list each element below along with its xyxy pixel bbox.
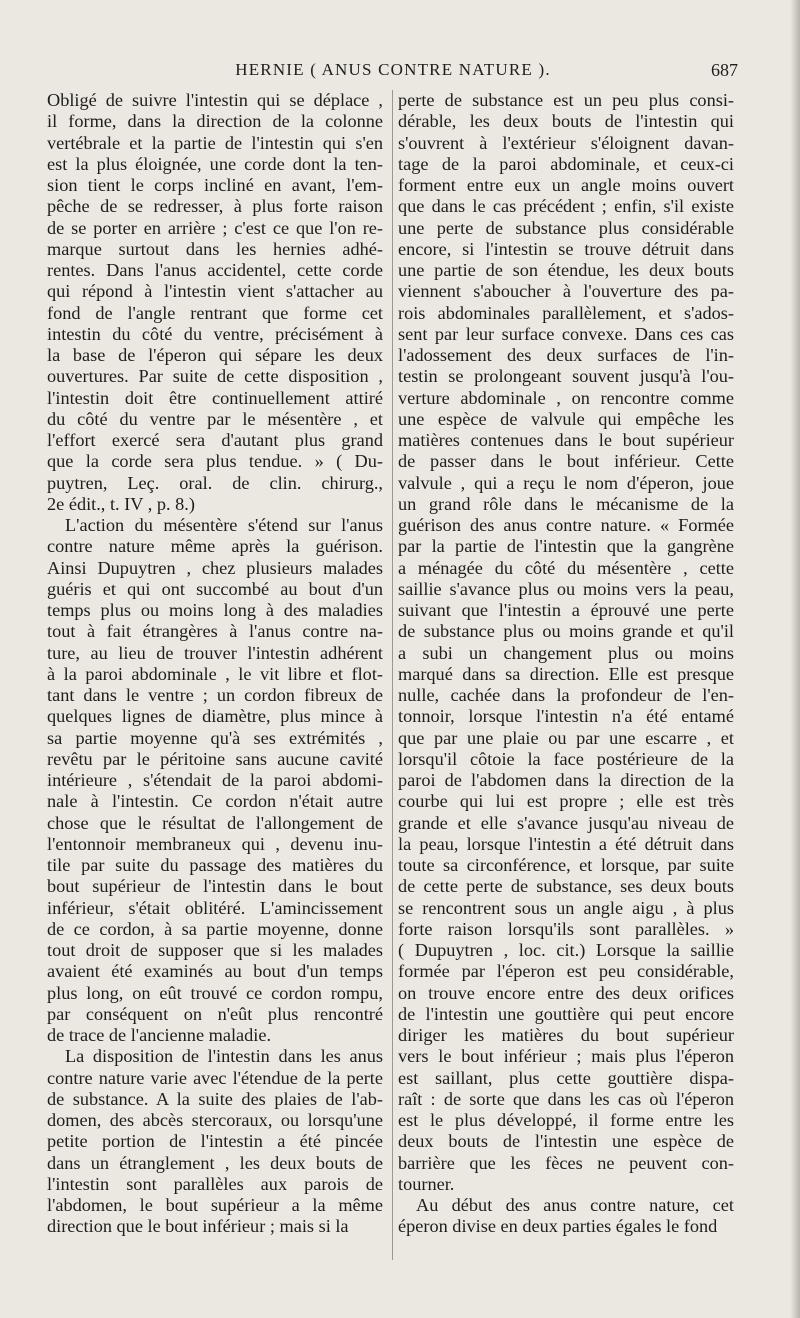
left-column-line: Ainsi Dupuytren , chez plusieurs malades: [47, 557, 383, 578]
right-column-line: forte raison lorsqu'ils sont parallèles. »: [398, 918, 734, 939]
page-edge-shadow: [790, 0, 800, 1318]
right-column-line: tourner.: [398, 1173, 455, 1194]
right-column-line: perte de substance est un peu plus consi-: [398, 90, 734, 110]
right-column-line: lorsqu'il côtoie la face postérieure de la: [398, 748, 734, 769]
right-column-line: tonnoir, lorsque l'intestin n'a été entamé: [398, 706, 734, 727]
left-column-line: sion tient le corps incliné en avant, l'em-: [47, 175, 383, 195]
column-divider: [392, 90, 393, 1260]
right-column-line: par la partie de l'intestin que la gangrène: [398, 536, 734, 557]
left-column-line: sa partie moyenne qu'à ses extrémités ,: [47, 727, 383, 748]
left-column-line: Obligé de suivre l'intestin qui se déplace ,: [47, 90, 383, 110]
right-column-line: barrière que les fèces ne peuvent con-: [398, 1152, 734, 1173]
left-column-line: la base de l'éperon qui sépare les deux: [47, 345, 383, 365]
right-column-line: s'ouvrent à l'extérieur s'éloignent davan-: [398, 132, 734, 153]
right-column-line: guérison des anus contre nature. « Formée: [398, 515, 734, 535]
right-column: [398, 90, 734, 1238]
left-column-line: puytren, Leç. oral. de clin. chirurg.,: [47, 472, 383, 493]
right-column-line: courbe qui lui est propre ; elle est très: [398, 791, 734, 812]
left-column-line: de ce cordon, à sa partie moyenne, donne: [47, 918, 383, 939]
left-column-line: quelques lignes de diamètre, plus mince à: [47, 706, 383, 727]
left-column-line: il forme, dans la direction de la colonne: [47, 111, 383, 132]
right-column-line: verture abdominale , on rencontre comme: [398, 387, 734, 408]
left-column-line: bout supérieur de l'intestin dans le bout: [47, 876, 383, 897]
right-column-line: de passer dans le bout inférieur. Cette: [398, 451, 734, 472]
right-column-line: sent par leur surface convexe. Dans ces cas: [398, 323, 734, 344]
page-number: 687: [711, 60, 738, 80]
right-column-line: tage de la paroi abdominale, et ceux-ci: [398, 153, 734, 174]
left-column-line: l'abdomen, le bout supérieur a la même: [47, 1195, 383, 1215]
left-column-line: marque surtout dans les hernies adhé-: [47, 238, 383, 259]
right-column-line: deux bouts de l'intestin une espèce de: [398, 1131, 734, 1152]
left-column-line: temps plus ou moins long à des maladies: [47, 600, 383, 620]
left-column-line: guéris et qui ont succombé au bout d'un: [47, 578, 383, 599]
right-column-line: testin se prolongeant souvent jusqu'à l'ou-: [398, 366, 734, 387]
left-column-line: est la plus éloignée, une corde dont la ten-: [47, 153, 383, 174]
right-column-line: nulle, cachée dans la profondeur de l'en-: [398, 685, 734, 705]
right-column-line: Au début des anus contre nature, cet: [416, 1195, 734, 1215]
right-column-line: rois abdominales parallèlement, et s'ados-: [398, 302, 734, 323]
left-column-line: ouvertures. Par suite de cette disposition ,: [47, 366, 383, 387]
right-column-line: encore, si l'intestin se trouve détruit dans: [398, 238, 734, 259]
left-column-line: rentes. Dans l'anus accidentel, cette corde: [47, 260, 383, 280]
left-column-line: plus long, on eût trouvé ce cordon rompu,: [47, 982, 383, 1003]
left-column-line: chose que le résultat de l'allongement de: [47, 812, 383, 833]
left-column-line: l'intestin sont parallèles aux parois de: [47, 1173, 383, 1194]
right-column-line: une partie de son étendue, les deux bouts: [398, 260, 734, 280]
left-column-line: de substance. A la suite des plaies de l'ab-: [47, 1088, 383, 1109]
right-column-line: que par une plaie ou par une escarre , et: [398, 727, 734, 748]
left-column-line: de trace de l'ancienne maladie.: [47, 1025, 272, 1045]
left-column-line: contre nature varie avec l'étendue de la perte: [47, 1067, 383, 1088]
left-column-line: fond de l'angle rentrant que forme cet: [47, 302, 383, 323]
right-column-line: grande et elle s'avance jusqu'au niveau de: [398, 812, 734, 833]
right-column-line: éperon divise en deux parties égales le fond: [398, 1216, 718, 1237]
right-column-line: formée par l'éperon est peu considérable,: [398, 961, 734, 982]
right-column-line: de cette perte de substance, ses deux bouts: [398, 876, 734, 897]
left-column-line: à la paroi abdominale , le vit libre et flot-: [47, 663, 383, 684]
right-column-line: toute sa circonférence, et lorsque, par suite: [398, 855, 734, 875]
right-column-line: paroi de l'abdomen dans la direction de la: [398, 770, 734, 790]
right-column-line: un grand rôle dans le mécanisme de la: [398, 493, 734, 514]
left-column-line: La disposition de l'intestin dans les anus: [65, 1046, 383, 1067]
left-column-line: par conséquent on n'eût plus rencontré: [47, 1003, 383, 1024]
right-column-line: ( Dupuytren , loc. cit.) Lorsque la saillie: [398, 940, 734, 960]
right-column-line: saillie s'avance plus ou moins vers la peau,: [398, 578, 734, 599]
right-column-line: on trouve encore entre des deux orifices: [398, 982, 734, 1003]
right-column-line: de l'intestin une gouttière qui peut encore: [398, 1003, 734, 1024]
left-column-line: l'intestin doit être continuellement attiré: [47, 387, 383, 408]
right-column-line: matières contenues dans le bout supérieur: [398, 430, 734, 450]
left-column-line: l'entonnoir membraneux qui , devenu inu-: [47, 833, 383, 854]
right-column-line: valvule , qui a reçu le nom d'éperon, joue: [398, 472, 734, 493]
right-column-line: a ménagée du côté du mésentère , cette: [398, 557, 734, 578]
left-column-line: du côté du ventre par le mésentère , et: [47, 408, 383, 429]
right-column-line: que dans le cas précédent ; enfin, s'il existe: [398, 196, 734, 217]
left-column-line: tile par suite du passage des matières du: [47, 855, 383, 875]
left-column-line: 2e édit., t. IV , p. 8.): [47, 493, 195, 514]
right-column-line: est le plus développé, il forme entre les: [398, 1110, 734, 1130]
right-column-line: de substance plus ou moins grande et qu'il: [398, 621, 734, 642]
right-column-line: l'adossement des deux surfaces de l'in-: [398, 345, 734, 365]
left-column-line: intestin du côté du ventre, précisément à: [47, 323, 383, 344]
left-column-line: pêche de se redresser, à plus forte raison: [47, 196, 383, 217]
left-column-line: intérieure , s'étendait de la paroi abdomi-: [47, 770, 383, 790]
left-column-line: petite portion de l'intestin a été pincée: [47, 1131, 383, 1152]
left-column-line: tout droit de supposer que si les malades: [47, 940, 383, 960]
left-column-line: contre nature même après la guérison.: [47, 536, 383, 557]
right-column-line: a subi un changement plus ou moins: [398, 642, 734, 663]
left-column: [47, 90, 383, 1238]
left-column-line: nale à l'intestin. Ce cordon n'était autre: [47, 791, 383, 812]
left-column-line: dans un étranglement , les deux bouts de: [47, 1152, 383, 1173]
left-column-line: qui répond à l'intestin vient s'attacher au: [47, 281, 383, 302]
running-title: HERNIE ( ANUS CONTRE NATURE ).: [235, 60, 551, 79]
right-column-line: une perte de substance plus considérable: [398, 217, 734, 238]
right-column-line: la peau, lorsque l'intestin a été détruit dans: [398, 833, 734, 854]
right-column-line: marqué dans sa direction. Elle est presque: [398, 663, 734, 684]
left-column-line: l'effort exercé sera d'autant plus grand: [47, 430, 383, 450]
right-column-line: se rencontrent sous un angle aigu , à plus: [398, 897, 734, 918]
left-column-line: que la corde sera plus tendue. » ( Du-: [47, 451, 383, 472]
left-column-line: vertébrale et la partie de l'intestin qui s'en: [47, 132, 383, 153]
right-column-line: suivant que l'intestin a éprouvé une perte: [398, 600, 734, 620]
left-column-line: ture, au lieu de trouver l'intestin adhérent: [47, 642, 383, 663]
left-column-line: domen, des abcès stercoraux, ou lorsqu'une: [47, 1110, 383, 1130]
left-column-line: avaient été examinés au bout d'un temps: [47, 961, 383, 982]
page-header: [48, 60, 738, 90]
left-column-line: revêtu par le péritoine sans aucune cavité: [47, 748, 383, 769]
right-column-line: dérable, les deux bouts de l'intestin qui: [398, 111, 734, 132]
left-column-line: tout à fait étrangères à l'anus contre na-: [47, 621, 383, 642]
left-column-line: inférieur, s'était oblitéré. L'amincissement: [47, 897, 383, 918]
right-column-line: raît : de sorte que dans les cas où l'éperon: [398, 1088, 734, 1109]
right-column-line: forment entre eux un angle moins ouvert: [398, 175, 734, 195]
left-column-line: direction que le bout inférieur ; mais si la: [47, 1216, 349, 1237]
right-column-line: est saillant, plus cette gouttière dispa-: [398, 1067, 734, 1088]
left-column-line: L'action du mésentère s'étend sur l'anus: [65, 515, 383, 535]
left-column-line: de se porter en arrière ; c'est ce que l'on re-: [47, 217, 383, 238]
right-column-line: une espèce de valvule qui empêche les: [398, 408, 734, 429]
right-column-line: diriger les matières du bout supérieur: [398, 1025, 734, 1045]
right-column-line: viennent s'aboucher à l'ouverture des pa-: [398, 281, 734, 302]
left-column-line: tant dans le ventre ; un cordon fibreux de: [47, 685, 383, 705]
right-column-line: vers le bout inférieur ; mais plus l'éperon: [398, 1046, 734, 1067]
